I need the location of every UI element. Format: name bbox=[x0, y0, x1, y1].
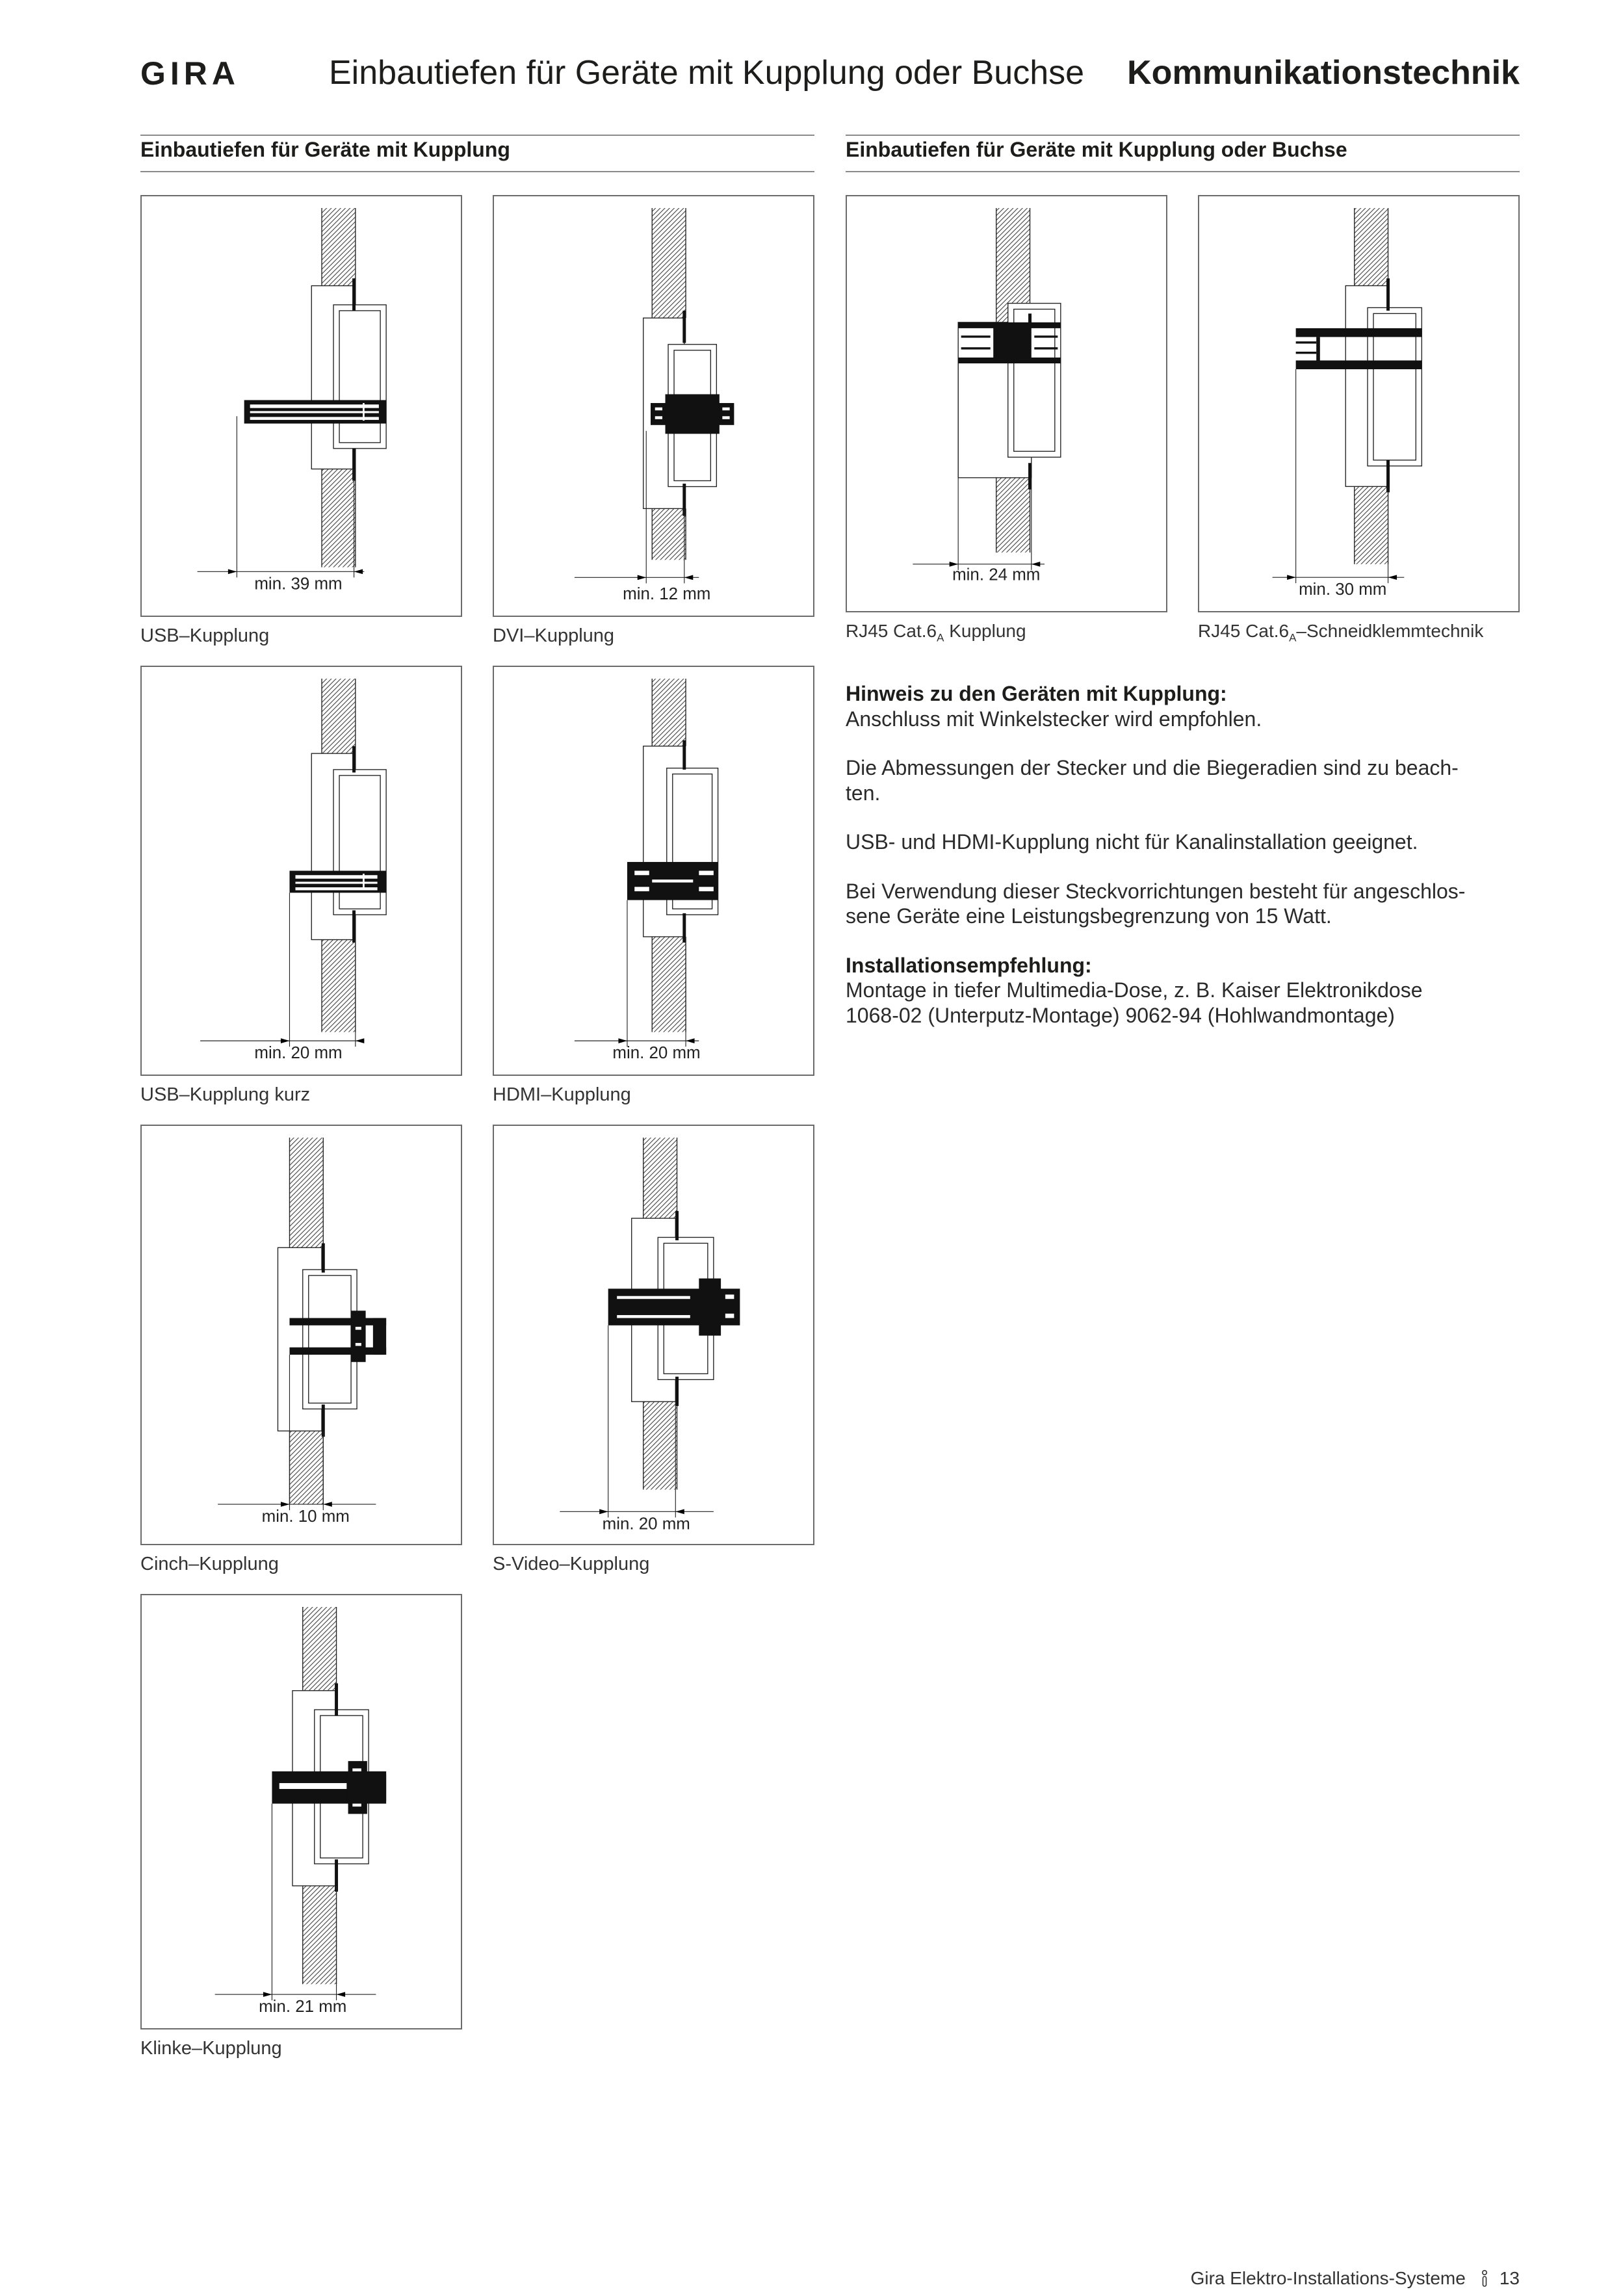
diagram-caption: USB–Kupplung bbox=[140, 625, 270, 646]
footer-company: Gira Elektro-Installations-Systeme bbox=[1190, 2268, 1466, 2288]
usb-connector bbox=[244, 400, 386, 423]
diagram-caption: USB–Kupplung kurz bbox=[140, 1084, 311, 1105]
wall-bottom bbox=[643, 1402, 677, 1489]
section-title: Kommunikationstechnik bbox=[1127, 54, 1520, 92]
diagram-box bbox=[140, 1125, 462, 1545]
brand-logo: GIRA bbox=[140, 55, 240, 92]
diagram-box bbox=[493, 195, 814, 617]
device-insert bbox=[303, 1270, 357, 1409]
dimension-label: min. 20 mm bbox=[612, 1044, 701, 1063]
diagram-box bbox=[846, 195, 1167, 612]
wall-bottom bbox=[652, 937, 686, 1032]
dimension-label: min. 20 mm bbox=[254, 1044, 343, 1063]
jack-coupling-diagram bbox=[142, 1595, 461, 2028]
diagram-caption: RJ45 $Cat.6_A$–Schneidklemmtechnik bbox=[1198, 621, 1484, 644]
wall-bottom bbox=[322, 469, 356, 567]
usb-short-coupling-diagram bbox=[142, 667, 461, 1075]
wall-bottom bbox=[322, 940, 356, 1032]
wall-top bbox=[643, 1138, 677, 1218]
wall-bottom bbox=[1355, 486, 1388, 564]
dvi-coupling-diagram bbox=[494, 196, 813, 616]
diagram-caption: DVI–Kupplung bbox=[493, 625, 615, 646]
device-insert bbox=[333, 770, 386, 915]
hdmi-coupling-diagram bbox=[494, 667, 813, 1075]
dimension-label: min. 30 mm bbox=[1299, 581, 1387, 599]
wall-top bbox=[652, 679, 686, 746]
wall-top bbox=[303, 1607, 337, 1691]
divider bbox=[140, 171, 814, 172]
dimension-label: min. 24 mm bbox=[952, 566, 1041, 584]
diagram-caption: Klinke–Kupplung bbox=[140, 2038, 282, 2059]
wall-bottom bbox=[996, 478, 1030, 553]
footer bbox=[1191, 2268, 1520, 2289]
cinch-coupling-diagram bbox=[142, 1126, 461, 1544]
wall-top bbox=[289, 1138, 323, 1247]
wall-bottom bbox=[289, 1431, 323, 1504]
divider bbox=[846, 135, 1520, 136]
diagram-box bbox=[493, 666, 814, 1076]
info-icon bbox=[1480, 2269, 1489, 2288]
usb-coupling-diagram bbox=[142, 196, 461, 616]
wall-top bbox=[322, 679, 356, 753]
wall-top bbox=[322, 208, 356, 286]
page-title: Einbautiefen für Geräte mit Kupplung oder Buchse bbox=[329, 54, 1085, 92]
left-section-heading: Einbautiefen für Geräte mit Kupplung bbox=[140, 138, 510, 161]
dimension-label: min. 10 mm bbox=[261, 1507, 350, 1526]
notes-line: Die Abmessungen der Stecker und die Biegeradien sind zu beach- bbox=[846, 756, 1459, 779]
wall-top bbox=[1355, 208, 1388, 285]
dimension-label: min. 39 mm bbox=[254, 575, 343, 594]
notes-line: Montage in tiefer Multimedia-Dose, z. B. Kaiser Elektronikdose bbox=[846, 978, 1423, 1002]
svideo-coupling-diagram bbox=[494, 1126, 813, 1544]
wall-top bbox=[652, 208, 686, 318]
rj45-coupling-diagram bbox=[847, 196, 1166, 611]
dimension-label: min. 21 mm bbox=[259, 1998, 347, 2016]
diagram-box bbox=[140, 195, 462, 617]
diagram-box bbox=[140, 1594, 462, 2029]
notes-line: Bei Verwendung dieser Steckvorrichtungen besteht für angeschlos- bbox=[846, 879, 1466, 903]
diagram-box bbox=[140, 666, 462, 1076]
notes-heading: Hinweis zu den Geräten mit Kupplung: bbox=[846, 682, 1227, 705]
diagram-caption: Cinch–Kupplung bbox=[140, 1554, 279, 1574]
right-section-heading: Einbautiefen für Geräte mit Kupplung oder Buchse bbox=[846, 138, 1347, 161]
diagram-caption: RJ45 $Cat.6_A$ Kupplung bbox=[846, 621, 1026, 644]
hdmi-connector bbox=[627, 862, 718, 900]
device-insert bbox=[333, 305, 386, 449]
wall-bottom bbox=[652, 508, 686, 560]
install-heading: Installationsempfehlung: bbox=[846, 953, 1092, 977]
notes-line: 1068-02 (Unterputz-Montage) 9062-94 (Hohlwandmontage) bbox=[846, 1003, 1395, 1027]
diagram-caption: S-Video–Kupplung bbox=[493, 1554, 650, 1574]
dimension-label: min. 20 mm bbox=[602, 1515, 690, 1533]
notes-line: USB- und HDMI-Kupplung nicht für Kanalinstallation geeignet. bbox=[846, 830, 1418, 854]
usb-connector bbox=[289, 871, 386, 893]
notes-line: sene Geräte eine Leistungsbegrenzung von 15 Watt. bbox=[846, 904, 1332, 928]
notes-line: Anschluss mit Winkelstecker wird empfohlen. bbox=[846, 707, 1262, 731]
divider bbox=[140, 135, 814, 136]
diagram-box bbox=[493, 1125, 814, 1545]
diagram-caption: HDMI–Kupplung bbox=[493, 1084, 631, 1105]
dimension-label: min. 12 mm bbox=[623, 585, 711, 604]
wall-bottom bbox=[303, 1886, 337, 1984]
rj45-idc-diagram bbox=[1199, 196, 1518, 611]
page-number: 13 bbox=[1499, 2268, 1520, 2288]
divider bbox=[846, 171, 1520, 172]
diagram-box bbox=[1198, 195, 1520, 612]
notes-block bbox=[846, 681, 1465, 1028]
notes-line: ten. bbox=[846, 781, 881, 805]
